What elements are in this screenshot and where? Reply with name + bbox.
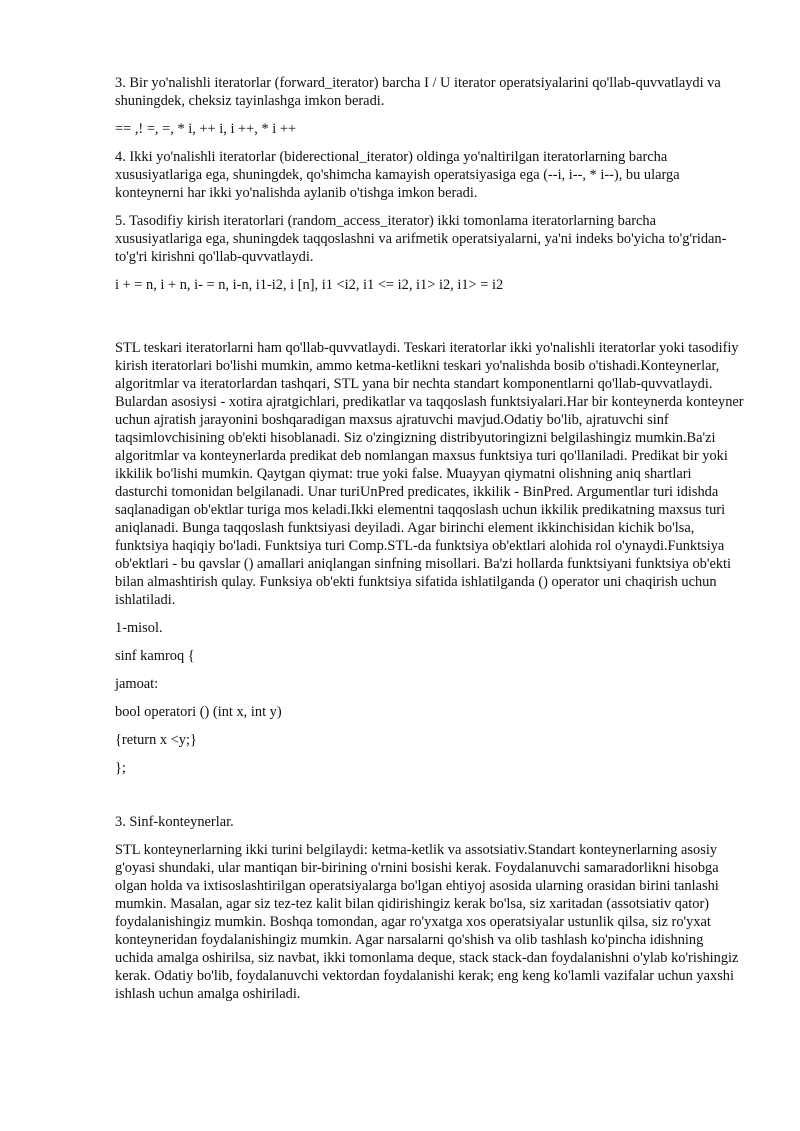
example-label: 1-misol. <box>115 620 163 636</box>
forward-iterator-operators: == ,! =, =, * i, ++ i, i ++, * i ++ <box>115 121 297 137</box>
code-line: {return x <y;} <box>115 732 197 748</box>
code-line: jamoat: <box>115 676 159 692</box>
paragraph-containers: STL konteynerlarning ikki turini belgilaydi: ketma-ketlik va assotsiativ.Standart konteynerlarning asosiy g'oyasi shundaki, ular mantiqan bir-birining o'rnini bosishi kerak. Foydalanuvchi samaradorlikni hisobga olgan holda va ixtisoslashtirilgan operatsiyalarga bo'lgan ehtiyoj asosida ularning orasidan birini tanlashi mumkin. Masalan, agar siz tez-tez kalit bilan qidirishingiz kerak bo'lsa, siz xaritadan (assotsiativ qator) foydalanishingiz mumkin. Boshqa tomondan, agar ro'yxatga xos operatsiyalar ustunlik qilsa, siz ro'yxat konteyneridan foydalanishingiz mumkin. Agar narsalarni qo'shish va olib tashlash ko'pincha idishning uchida amalga oshirilsa, siz navbat, ikki tomonlama deque, stack stack-dan foydalanishni o'ylab ko'rishingiz kerak. Odatiy bo'lib, foydalanuvchi vektordan foydalanishi kerak; eng keng ko'lamli vazifalar uchun yaxshi ishlash uchun amalga oshiriladi. <box>115 842 739 1002</box>
spacer <box>115 787 745 813</box>
code-line: bool operatori () (int x, int y) <box>115 704 282 720</box>
paragraph-reverse-iterators: STL teskari iteratorlarni ham qo'llab-quvvatlaydi. Teskari iteratorlar ikki yo'nalishli iteratorlar yoki tasodifiy kirish iteratorlari bo'lishi mumkin, ammo ketma-ketlikni teskari yo'nalishda bosib o'tishadi.Konteynerlar, algoritmlar va iteratorlardan tashqari, STL yana bir nechta standart komponentlarni qo'llab-quvvatlaydi. Bulardan asosiysi - xotira ajratgichlari, predikatlar va taqqoslash funktsiyalari.Har bir konteynerda konteyner uchun ajratish jarayonini boshqaradigan maxsus ajratuvchi mavjud.Odatiy bo'lib, ajratuvchi sinf taqsimlovchisining ob'ekti hisoblanadi. Siz o'zingizning distribyutoringizni belgilashingiz mumkin.Ba'zi algoritmlar va konteynerlarda predikat deb nomlangan maxsus funktsiya turi qo'llaniladi. Predikat bir yoki ikkilik bo'lishi mumkin. Qaytgan qiymat: true yoki false. Muayyan qiymatni olishning aniq shartlari dasturchi tomonidan belgilanadi. Unar turiUnPred predicates, ikkilik - BinPred. Argumentlar turi idishda saqlanadigan ob'ektlar turiga mos keladi.Ikki elementni taqqoslash uchun ikkilik predikatning maxsus turi aniqlanadi. Bunga taqqoslash funktsiyasi deyiladi. Agar birinchi element ikkinchisidan kichik bo'lsa, funktsiya haqiqiy bo'ladi. Funktsiya turi Comp.STL-da funktsiya ob'ektlari alohida rol o'ynaydi.Funktsiya ob'ektlari - bu qavslar () amallari aniqlangan sinfning misollari. Ba'zi hollarda funktsiyani funktsiya ob'ekti bilan almashtirish qulay. Funksiya ob'ekti funktsiya sifatida ishlatilganda () operator uni chaqirish uchun ishlatiladi. <box>115 340 744 608</box>
spacer <box>115 304 745 339</box>
paragraph-random-access-iterator: 5. Tasodifiy kirish iteratorlari (random_access_iterator) ikki tomonlama iteratorlarning barcha xususiyatlariga ega, shuningdek taqqoslashni va arifmetik operatsiyalarni, ya'ni indeks bo'yicha to'g'ridan-to'g'ri kirishni qo'llab-quvvatlaydi. <box>115 213 727 265</box>
code-line: }; <box>115 760 126 776</box>
code-line: sinf kamroq { <box>115 648 195 664</box>
random-access-operators: i + = n, i + n, i- = n, i-n, i1-i2, i [n], i1 <i2, i1 <= i2, i1> i2, i1> = i2 <box>115 277 504 293</box>
document-page <box>115 74 745 1013</box>
section-heading: 3. Sinf-konteynerlar. <box>115 814 234 830</box>
paragraph-bidirectional-iterator: 4. Ikki yo'nalishli iteratorlar (biderectional_iterator) oldinga yo'naltirilgan iteratorlarning barcha xususiyatlariga ega, shuningdek, qo'shimcha kamayish operatsiyasiga ega (--i, i--, * i--), bu ularga konteynerni har ikki yo'nalishda aylanib o'tishga imkon beradi. <box>115 149 680 201</box>
paragraph-forward-iterator: 3. Bir yo'nalishli iteratorlar (forward_iterator) barcha I / U iterator operatsiyalarini qo'llab-quvvatlaydi va shuningdek, cheksiz tayinlashga imkon beradi. <box>115 75 721 109</box>
